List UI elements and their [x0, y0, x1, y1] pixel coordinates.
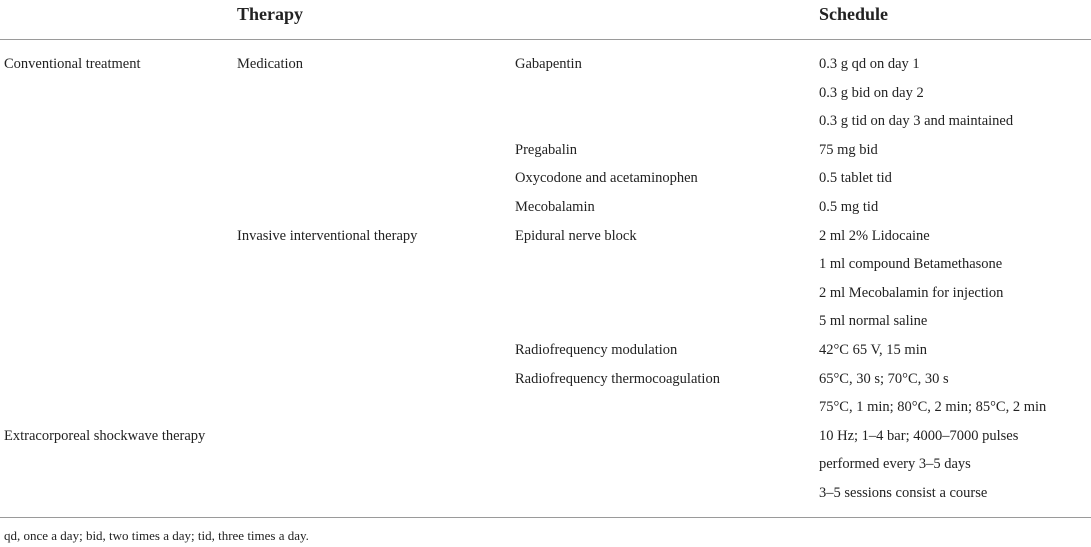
- cell-category: Conventional treatment: [4, 56, 141, 72]
- cell-schedule: 0.3 g tid on day 3 and maintained: [819, 113, 1014, 129]
- cell-item: Mecobalamin: [515, 199, 595, 215]
- top-rule: [0, 39, 1091, 40]
- cell-schedule: 5 ml normal saline: [819, 313, 928, 329]
- cell-schedule: 0.3 g qd on day 1: [819, 56, 920, 72]
- cell-schedule: 2 ml Mecobalamin for injection: [819, 285, 1004, 301]
- cell-schedule: 0.5 mg tid: [819, 199, 879, 215]
- cell-item: Epidural nerve block: [515, 228, 637, 244]
- cell-item: Pregabalin: [515, 142, 578, 158]
- cell-item: Radiofrequency thermocoagulation: [515, 371, 720, 387]
- cell-item: Radiofrequency modulation: [515, 342, 678, 358]
- header-schedule: Schedule: [819, 4, 889, 24]
- cell-schedule: 3–5 sessions consist a course: [819, 485, 988, 501]
- bottom-rule: [0, 517, 1091, 518]
- table-footnote: qd, once a day; bid, two times a day; tid, three times a day.: [4, 528, 309, 543]
- cell-item: Gabapentin: [515, 56, 582, 72]
- cell-schedule: 65°C, 30 s; 70°C, 30 s: [819, 371, 949, 387]
- cell-schedule: 0.5 tablet tid: [819, 170, 892, 186]
- cell-subcategory: Invasive interventional therapy: [237, 228, 418, 244]
- cell-schedule: 2 ml 2% Lidocaine: [819, 228, 930, 244]
- cell-schedule: 10 Hz; 1–4 bar; 4000–7000 pulses: [819, 428, 1019, 444]
- header-therapy: Therapy: [237, 4, 304, 24]
- cell-schedule: 0.3 g bid on day 2: [819, 85, 924, 101]
- cell-schedule: 1 ml compound Betamethasone: [819, 256, 1003, 272]
- cell-schedule: 42°C 65 V, 15 min: [819, 342, 927, 358]
- cell-category: Extracorporeal shockwave therapy: [4, 428, 206, 444]
- cell-schedule: performed every 3–5 days: [819, 456, 971, 472]
- cell-schedule: 75 mg bid: [819, 142, 878, 158]
- cell-item: Oxycodone and acetaminophen: [515, 170, 698, 186]
- cell-subcategory: Medication: [237, 56, 304, 72]
- cell-schedule: 75°C, 1 min; 80°C, 2 min; 85°C, 2 min: [819, 399, 1047, 415]
